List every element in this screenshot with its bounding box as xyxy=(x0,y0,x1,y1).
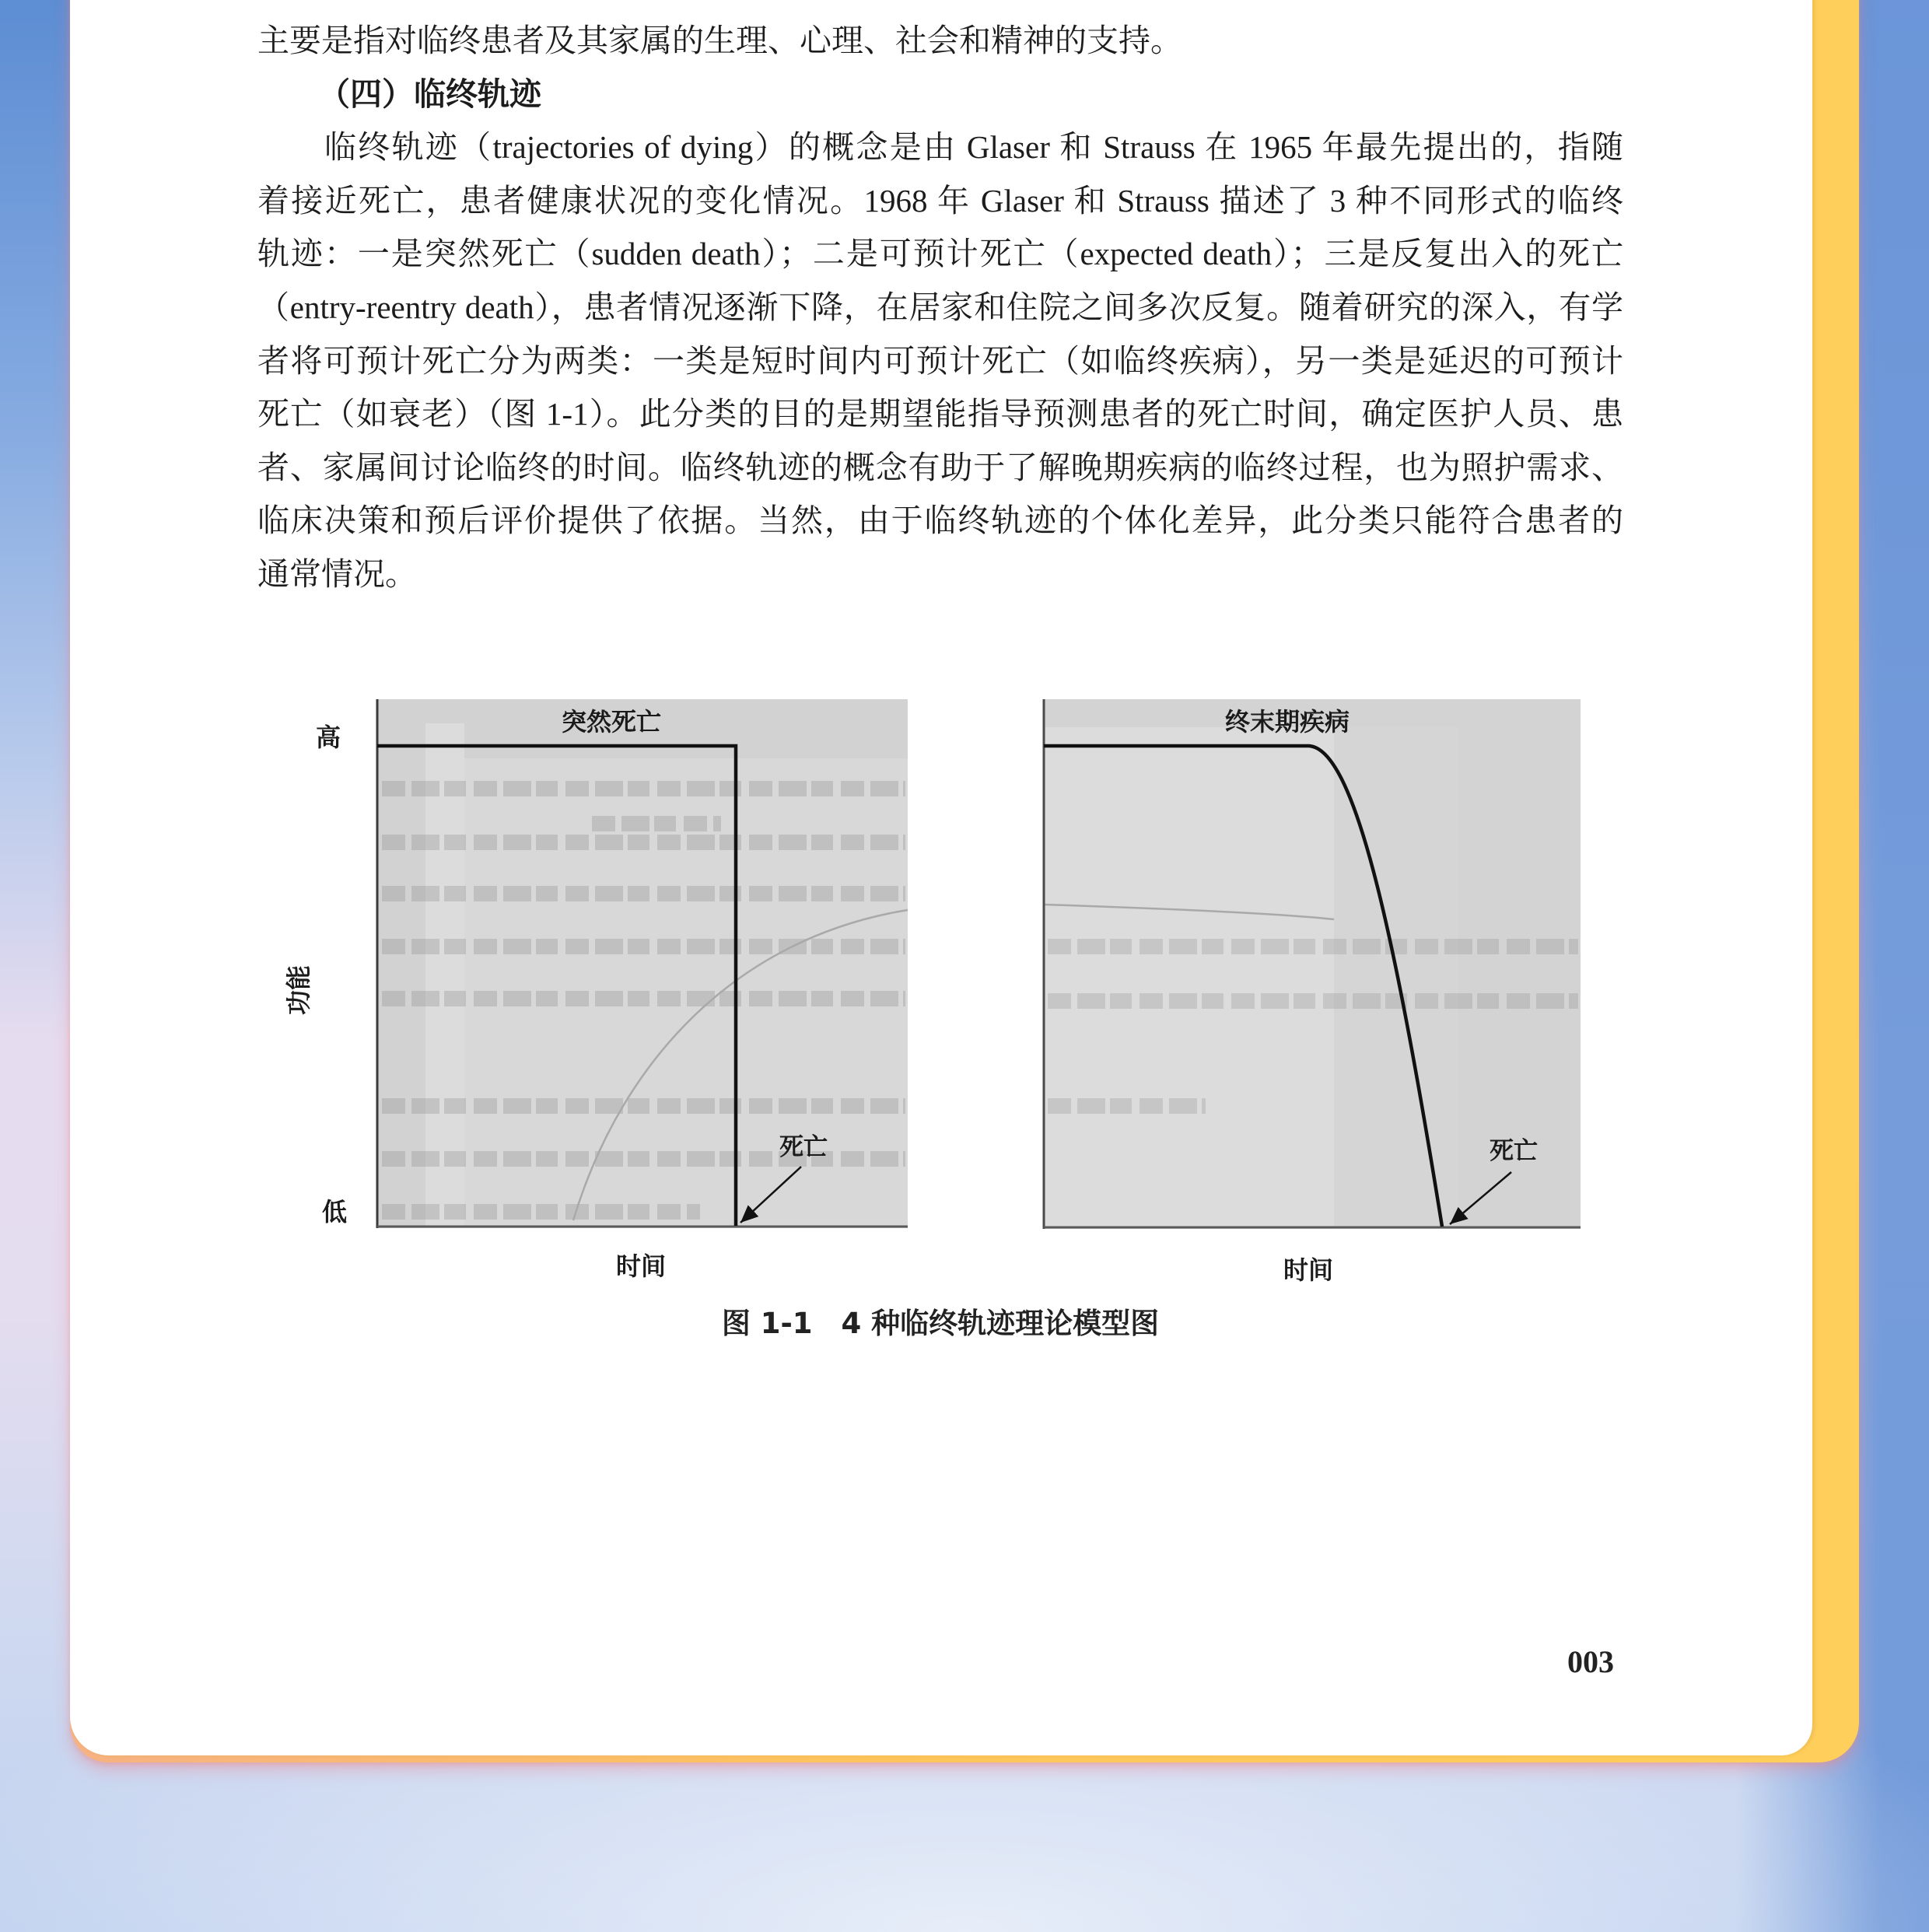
panel-title: 终末期疾病 xyxy=(1224,707,1350,737)
y-low-label: 低 xyxy=(321,1197,348,1227)
section-heading: （四）临终轨迹 xyxy=(318,75,541,113)
paragraph-line: （entry-reentry death），患者情况逐渐下降，在居家和住院之间多次反复。随着研究的深入，有学 xyxy=(257,289,1623,325)
x-axis-label: 时间 xyxy=(615,1251,667,1281)
panel-title: 突然死亡 xyxy=(561,707,662,737)
y-high-label: 高 xyxy=(315,723,341,752)
x-axis-label: 时间 xyxy=(1283,1255,1334,1285)
y-axis-label: 功能 xyxy=(284,964,313,1016)
death-label: 死亡 xyxy=(1490,1137,1538,1165)
body-text xyxy=(257,14,1623,601)
trajectory-figure xyxy=(264,684,1633,1307)
paragraph-line: 者、家属间讨论临终的时间。临终轨迹的概念有助于了解晚期疾病的临终过程，也为照护需求、 xyxy=(257,449,1623,485)
paragraph-line: 死亡（如衰老）（图 1-1）。此分类的目的是期望能指导预测患者的死亡时间，确定医护人员、患 xyxy=(257,396,1623,432)
panel-sudden-death xyxy=(377,699,908,1281)
previous-paragraph-tail: 主要是指对临终患者及其家属的生理、心理、社会和精神的支持。 xyxy=(257,23,1182,58)
paragraph-line: 临床决策和预后评价提供了依据。当然，由于临终轨迹的个体化差异，此分类只能符合患者的 xyxy=(257,502,1623,539)
panel-terminal-illness xyxy=(1044,699,1581,1285)
paragraph-line: 临终轨迹（trajectories of dying）的概念是由 Glaser 和 Strauss 在 1965 年最先提出的，指随 xyxy=(324,129,1623,166)
paragraph-line: 通常情况。 xyxy=(257,555,417,592)
panel-scan-shade xyxy=(425,723,464,1227)
paragraph-line: 者将可预计死亡分为两类：一类是短时间内可预计死亡（如临终疾病），另一类是延迟的可预计 xyxy=(257,342,1623,379)
paragraph-line: 轨迹：一是突然死亡（sudden death）；二是可预计死亡（expected death）；三是反复出入的死亡 xyxy=(257,236,1623,272)
page-number: 003 xyxy=(1567,1644,1614,1679)
figure-caption: 图 1-1 4 种临终轨迹理论模型图 xyxy=(721,1307,1160,1340)
death-label: 死亡 xyxy=(779,1133,828,1161)
paragraph-line: 着接近死亡，患者健康状况的变化情况。1968 年 Glaser 和 Strauss 描述了 3 种不同形式的临终 xyxy=(257,182,1623,219)
